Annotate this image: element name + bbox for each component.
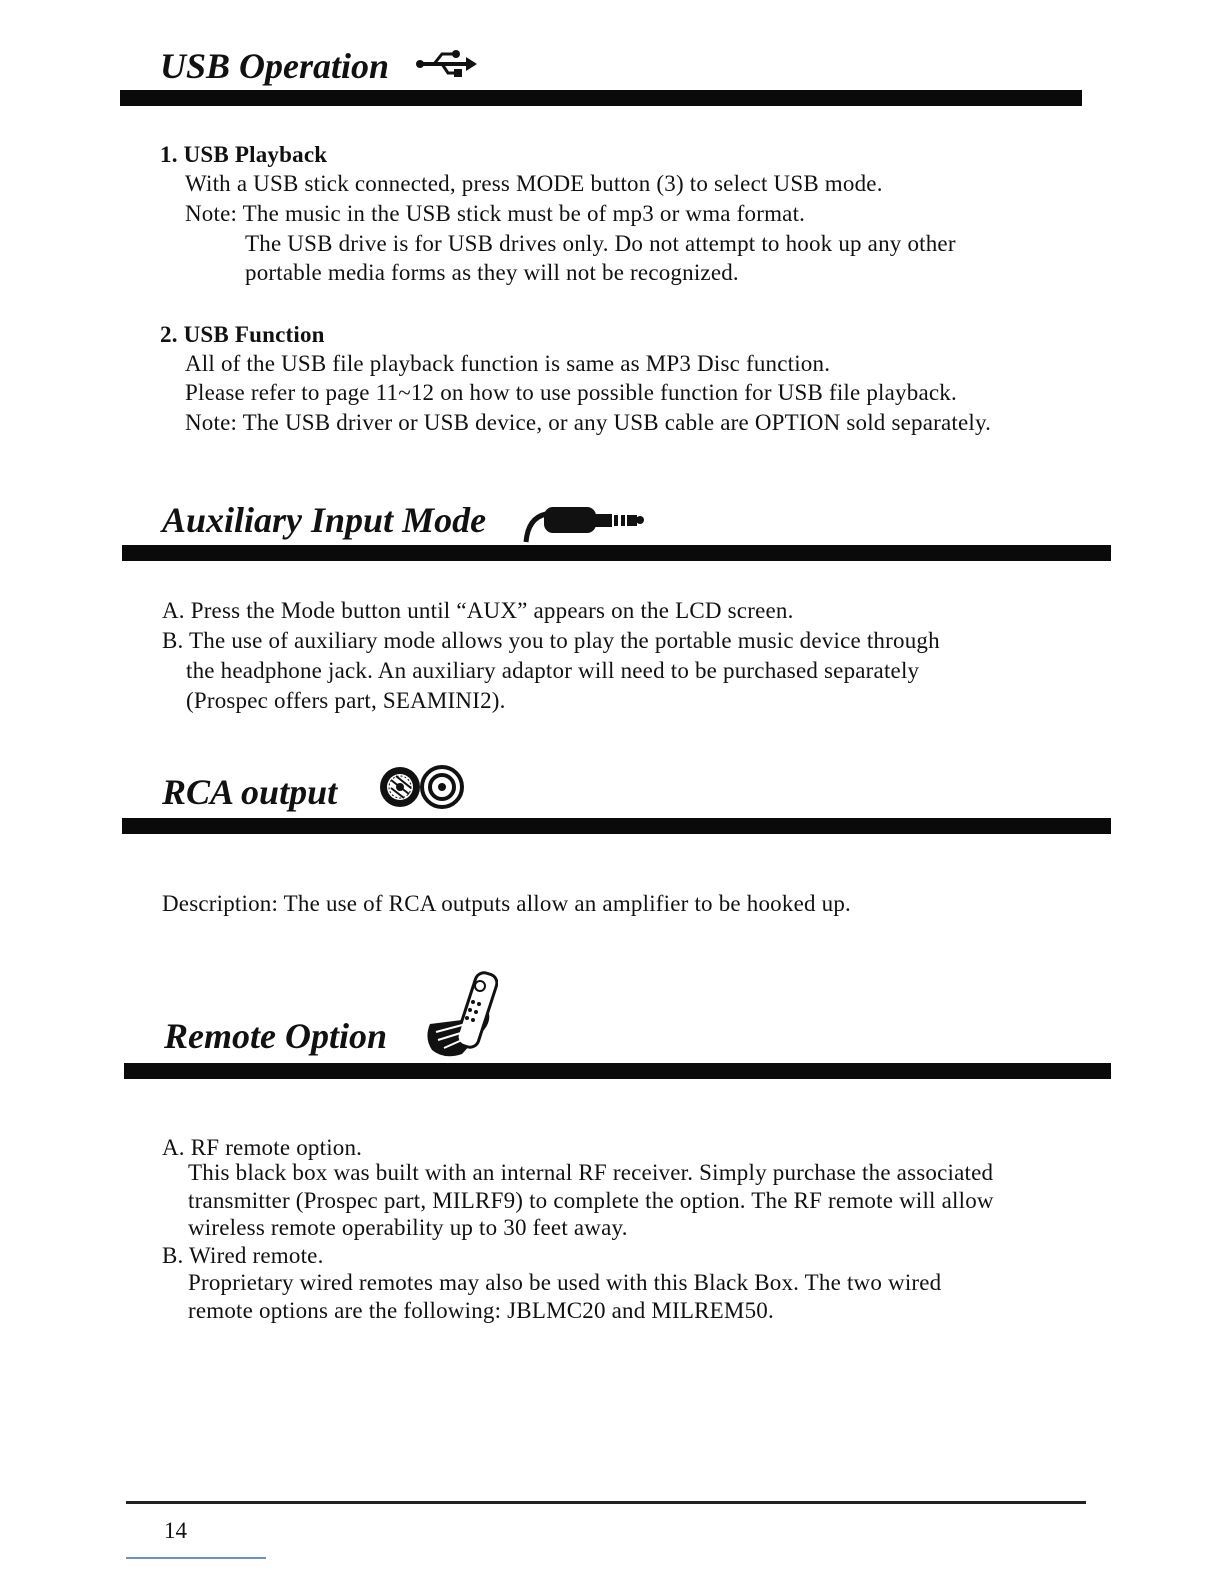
usb-playback-note: Note: The music in the USB stick must be of mp3 or wma format. [185,201,806,226]
aux-item-b: B. The use of auxiliary mode allows you to play the portable music device through [162,628,940,653]
usb-playback-line: With a USB stick connected, press MODE button (3) to select USB mode. [185,171,883,196]
remote-section-divider [124,1063,1111,1079]
footer-accent-line [126,1557,266,1559]
rca-description: Description: The use of RCA outputs allow an amplifier to be hooked up. [162,891,851,916]
remote-section-title: Remote Option [164,1016,387,1056]
remote-item-b-line: remote options are the following: JBLMC20 and MILREM50. [188,1298,774,1323]
remote-item-b-line: Proprietary wired remotes may also be used with this Black Box. The two wired [188,1270,942,1295]
remote-item-b-heading: B. Wired remote. [162,1243,324,1268]
usb-playback-line: portable media forms as they will not be recognized. [245,260,739,285]
aux-item-a: A. Press the Mode button until “AUX” appears on the LCD screen. [162,598,794,623]
remote-item-a-line: This black box was built with an internal RF receiver. Simply purchase the associated [188,1160,994,1185]
remote-control-icon [422,968,498,1058]
remote-item-a-line: wireless remote operability up to 30 feet away. [188,1215,628,1240]
usb-function-heading: 2. USB Function [160,322,325,347]
page-number: 14 [164,1518,187,1543]
aux-item-b-line: the headphone jack. An auxiliary adaptor will need to be purchased separately [186,658,920,683]
footer-divider [126,1501,1086,1504]
usb-function-line: Please refer to page 11~12 on how to use possible function for USB file playback. [185,380,957,405]
remote-item-a-line: transmitter (Prospec part, MILRF9) to complete the option. The RF remote will allow [188,1188,994,1213]
usb-icon [414,48,478,80]
usb-section-title: USB Operation [160,46,390,86]
aux-section-divider [122,545,1111,561]
usb-function-line: All of the USB file playback function is same as MP3 Disc function. [185,351,831,376]
usb-playback-line: The USB drive is for USB drives only. Do not attempt to hook up any other [245,231,956,256]
audio-jack-icon [522,504,646,544]
rca-connectors-icon [378,764,466,810]
usb-playback-heading: 1. USB Playback [160,142,328,167]
rca-section-divider [122,818,1111,834]
aux-item-b-line: (Prospec offers part, SEAMINI2). [186,688,506,713]
usb-function-note: Note: The USB driver or USB device, or any USB cable are OPTION sold separately. [185,410,992,435]
usb-section-divider [120,90,1082,106]
rca-section-title: RCA output [162,772,338,812]
aux-section-title: Auxiliary Input Mode [162,500,487,540]
remote-item-a-heading: A. RF remote option. [162,1135,363,1160]
